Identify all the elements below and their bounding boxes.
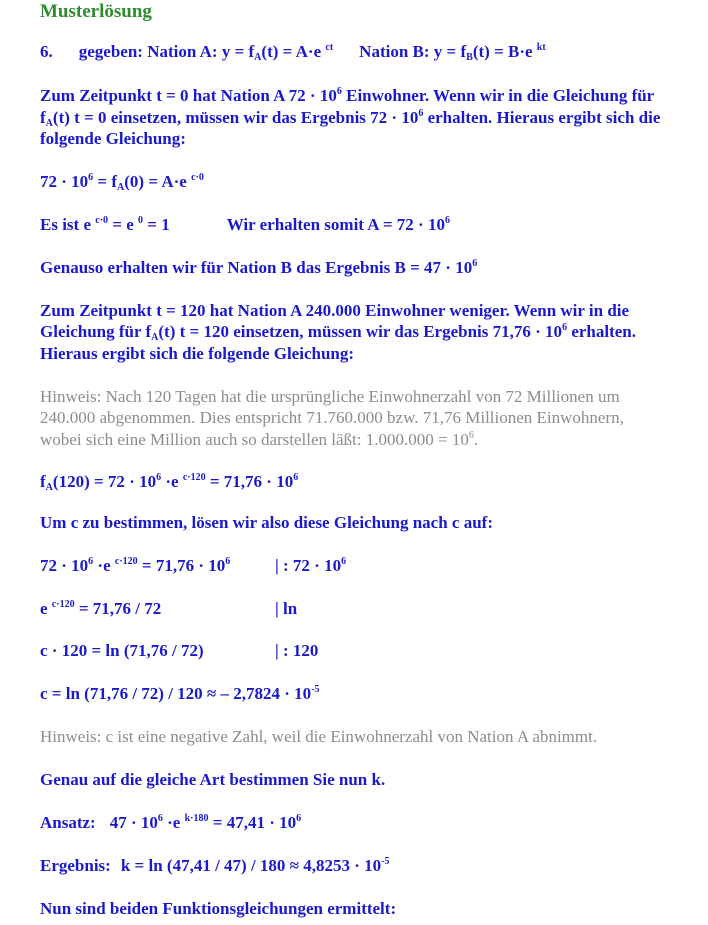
p1-line3: folgende Gleichung: — [40, 129, 186, 148]
ansatz-line: Ansatz: $47 \cdot 10^6 \cdot e$ $^{k\cdot 180} = 47,41 \cdot 10^6$ — [40, 813, 302, 832]
given-label: gegeben: Nation A: y = f — [78, 42, 255, 61]
solve-step-1: $72 \cdot 10^6 \cdot e$ $^{c\cdot 120} = 71,76 \cdot 10^6$ — [40, 556, 231, 575]
p1-line1: Zum Zeitpunkt t = 0 hat Nation A $72 \cdot 10^6$ Einwohner. Wenn wir in die Gleichung für — [40, 86, 655, 105]
ansatz-label: Ansatz: — [40, 813, 96, 832]
ergebnis-line: Ergebnis: $k = \ln (47,41 / 47) / 180 \approx 4,8253 \cdot 10^{-5}$ — [40, 856, 390, 875]
page-title: Musterlösung — [40, 1, 152, 22]
task-given-line — [40, 42, 546, 62]
solve-step-1-op: | : $72 \cdot 10^6$ — [275, 556, 347, 575]
sub-b: B — [466, 52, 473, 63]
exp-b: kt — [536, 42, 546, 53]
hint1-line1: Hinweis: Nach 120 Tagen hat die ursprüngliche Einwohnerzahl von 72 Millionen um — [40, 387, 620, 406]
func-a: (t) = A·e — [261, 42, 322, 61]
closing-line: Nun sind beiden Funktionsgleichungen ermittelt: — [40, 899, 397, 918]
ergebnis-label: Ergebnis: — [40, 856, 111, 875]
k-intro: Genau auf die gleiche Art bestimmen Sie nun k. — [40, 770, 386, 789]
p2-line2: Gleichung für $f_A(t) t = 120$ einsetzen, müssen wir das Ergebnis $71,76 \cdot 10^6$ erhalten. — [40, 322, 636, 343]
p2-line1: Zum Zeitpunkt t = 120 hat Nation A 240.000 Einwohner weniger. Wenn wir in die — [40, 301, 630, 320]
hint2: Hinweis: c ist eine negative Zahl, weil die Einwohnerzahl von Nation A abnimmt. — [40, 727, 598, 746]
func-b: (t) = B·e — [472, 42, 533, 61]
hint1-line2: 240.000 abgenommen. Dies entspricht 71.760.000 bzw. 71,76 Millionen Einwohnern, — [40, 408, 624, 427]
sub-a: A — [254, 52, 262, 63]
task-number: 6. — [40, 42, 53, 61]
solve-step-3: c · 120 = ln (71,76 / 72) — [40, 641, 204, 660]
solve-result-c: c = ln (71,76 / 72) / 120 ≈ – $2,7824 \cdot 10^{-5}$ — [40, 684, 320, 703]
solve-intro: Um c zu bestimmen, lösen wir also diese Gleichung nach c auf: — [40, 513, 494, 532]
equation-fa120: $f_A(120) = 72 \cdot 10^6 \cdot e$ $^{c\cdot 120} = 71,76 \cdot 10^6$ — [40, 472, 299, 493]
equation-b: Genauso erhalten wir für Nation B das Ergebnis $B = 47 \cdot 10^6$ — [40, 258, 478, 277]
p2-line3: Hieraus ergibt sich die folgende Gleichung: — [40, 344, 355, 363]
exp-a: ct — [325, 42, 334, 53]
nation-b-label: Nation B: y = f — [359, 42, 467, 61]
solve-step-3-op: | : 120 — [275, 641, 319, 660]
equation-fa0: $72 \cdot 10^6 = f_A(0) = A\cdot e$ $^{c\cdot 0}$ — [40, 172, 204, 193]
equation-e0: Es ist e $^{c\cdot 0}$ = e $^0$ = 1 Wir erhalten somit $A = 72 \cdot 10^6$ — [40, 215, 450, 234]
solve-step-2: e $^{c\cdot 120}$ = 71,76 / 72 — [40, 599, 162, 618]
p1-line2: $f_A(t) t = 0$ einsetzen, müssen wir das Ergebnis $72 \cdot 10^6$ erhalten. Hieraus ergibt sich die — [40, 108, 661, 129]
hint1-line3: wobei sich eine Million auch so darstellen läßt: $1.000.000 = 10^6$. — [40, 430, 479, 449]
solve-step-2-op: | ln — [275, 599, 298, 618]
